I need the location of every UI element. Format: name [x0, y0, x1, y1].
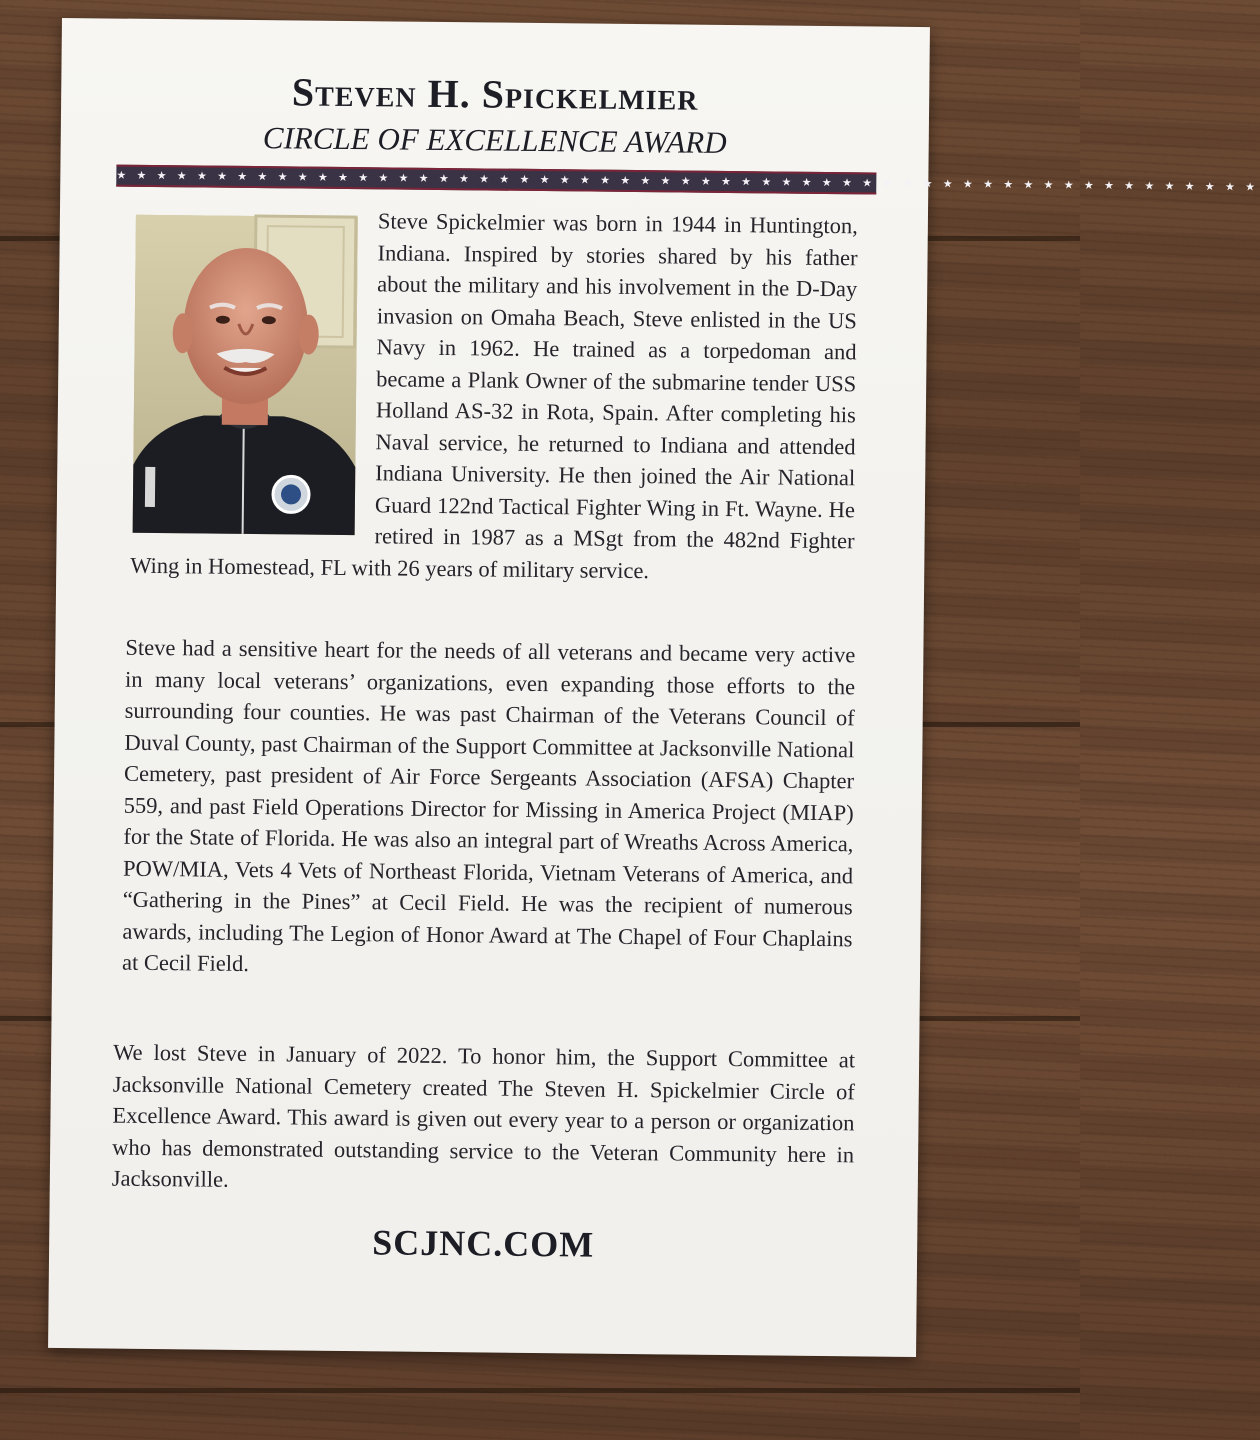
- service-paragraph: [122, 632, 856, 986]
- star-banner: ★ ★ ★ ★ ★ ★ ★ ★ ★ ★ ★ ★ ★ ★ ★ ★ ★ ★ ★ ★ ★ ★ ★ ★ ★ ★ ★ ★ ★ ★ ★ ★ ★ ★ ★ ★ ★ ★ ★ ★ ★ ★ ★ ★ ★ ★ ★ ★ ★ ★ ★ ★ ★ ★ ★ ★ ★: [116, 165, 876, 195]
- website-link[interactable]: SCJNC.COM: [371, 1222, 595, 1265]
- legacy-paragraph: [112, 1037, 856, 1202]
- service-text: Steve had a sensitive heart for the needs of all veterans and became very active in many local veterans’ organizations, even expanding those efforts to the surrounding four counties. He was past Chairman of the Veterans Council of Duval County, past Chairman of the Support Committee at Jacksonville National Cemetery, past president of Air Force Sergeants Association (AFSA) Chapter 559, and past Field Operations Director for Missing in America Project (MIAP) for the State of Florida. He was also an integral part of Wreaths Across America, POW/MIA, Vets 4 Vets of Northeast Florida, Vietnam Veterans of America, and “Gathering in the Pines” at Cecil Field. He was the recipient of numerous awards, including The Legion of Honor Award at The Chapel of Four Chaplains at Cecil Field.: [121, 634, 856, 977]
- floor-board-seam: [0, 1388, 1080, 1393]
- honoree-name-title: Steven H. Spickelmier: [291, 69, 699, 119]
- portrait-spacer: [131, 203, 378, 536]
- biography-text: Steve Spickelmier was born in 1944 in Huntington, Indiana. Inspired by stories shared by his father about the military and his involvement in the D-Day invasion on Omaha Beach, Steve enlisted in the US Navy in 1962. He trained as a torpedoman and became a Plank Owner of the submarine tender USS Holland AS-32 in Rota, Spain. After completing his Naval service, he returned to Indiana and attended Indiana University. He then joined the Air National Guard 122nd Tactical Fighter Wing in Ft. Wayne. He retired in 1987 as a MSgt from the 482nd Fighter Wing in Homestead, FL with 26 years of military service.: [130, 208, 858, 583]
- biography-paragraph: [130, 203, 858, 589]
- legacy-text: We lost Steve in January of 2022. To honor him, the Support Committee at Jacksonville National Cemetery created The Steven H. Spickelmier Circle of Excellence Award. This award is given out every year to a person or organization who has demonstrated outstanding service to the Veteran Community here in Jacksonville.: [111, 1039, 856, 1192]
- award-flyer: [48, 18, 1259, 1357]
- award-subtitle: CIRCLE OF EXCELLENCE AWARD: [262, 120, 727, 160]
